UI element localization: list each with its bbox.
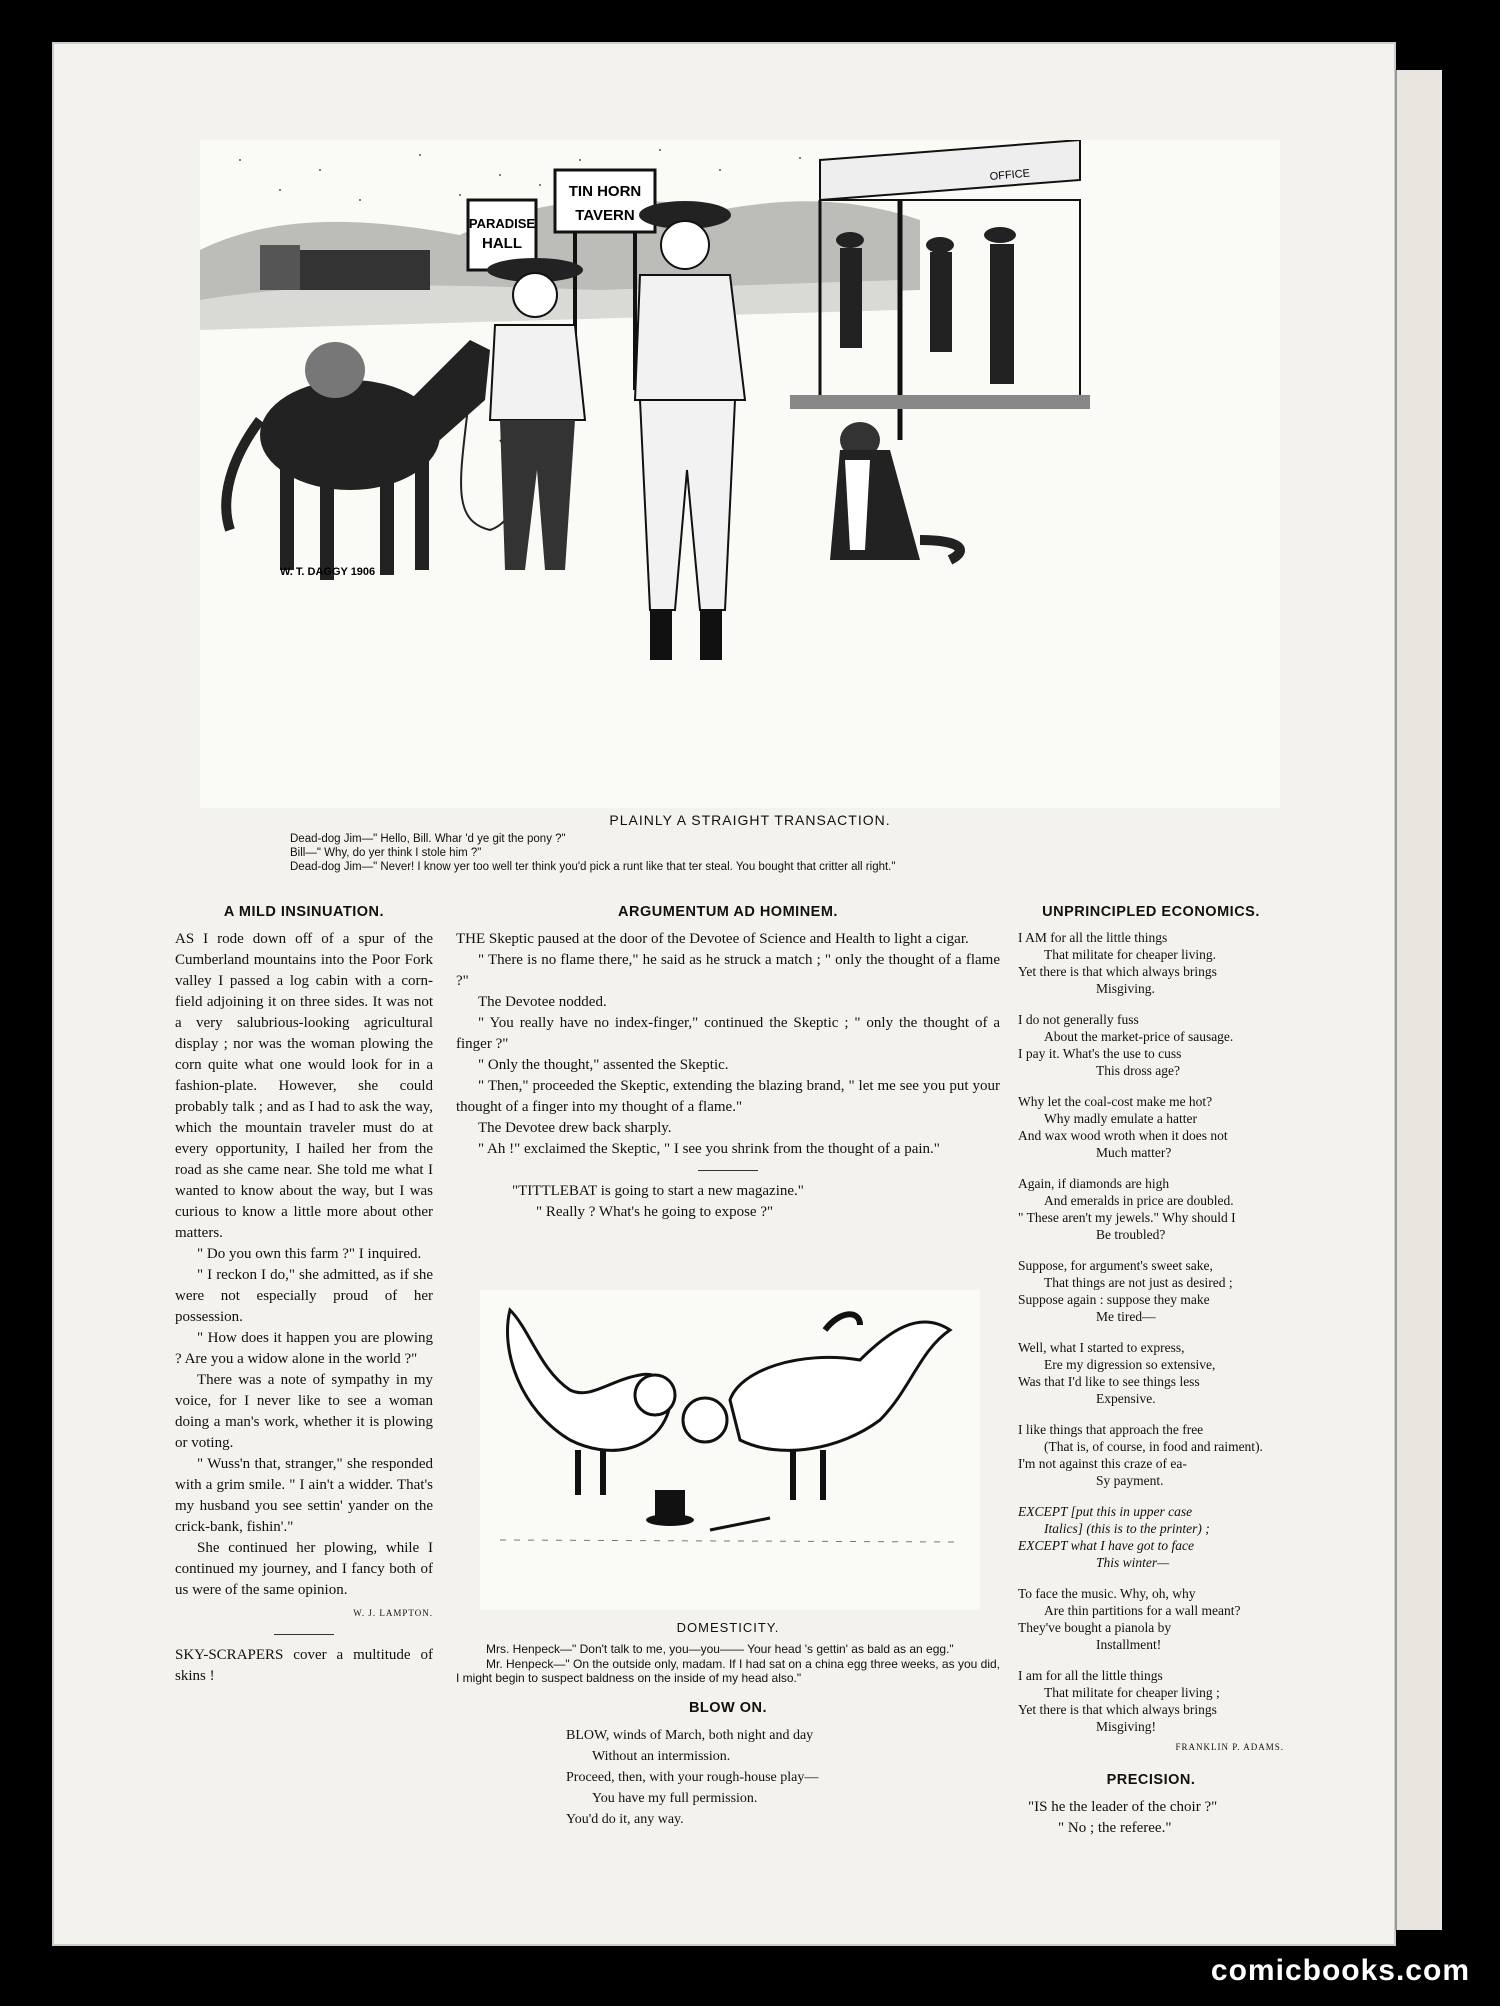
domesticity-title: DOMESTICITY.: [676, 1620, 780, 1635]
column-unprincipled-economics: [1018, 902, 1284, 1839]
artist-signature: W. T. DAGGY 1906: [280, 566, 376, 578]
svg-text:HALL: HALL: [482, 235, 522, 252]
precision-line: "IS he the leader of the choir ?": [1028, 1799, 1218, 1815]
precision-line: " No ; the referee.": [1058, 1820, 1172, 1836]
article-paragraph: " How does it happen you are plowing ? Are you a widow alone in the world ?": [175, 1330, 433, 1367]
poem-stanza: [1018, 1257, 1284, 1325]
poem-line: Misgiving!: [1096, 1719, 1157, 1734]
poem-line: (That is, of course, in food and raiment).: [1044, 1439, 1263, 1454]
poem-line: That things are not just as desired ;: [1044, 1275, 1233, 1290]
poem-line: Are thin partitions for a wall meant?: [1044, 1603, 1241, 1618]
poem-line: Again, if diamonds are high: [1018, 1176, 1170, 1191]
poem-line: I pay it. What's the use to cuss: [1018, 1046, 1182, 1061]
tittlebat-line: "TITTLEBAT is going to start a new magazine.": [512, 1183, 804, 1199]
saddle: [305, 342, 365, 398]
article-paragraph: " Only the thought," assented the Skeptic.: [478, 1057, 729, 1073]
poem-stanza: [1018, 1421, 1284, 1489]
poem-line: This winter—: [1096, 1555, 1170, 1570]
poem-line: And wax wood wroth when it does not: [1018, 1128, 1228, 1143]
poem-line: And emeralds in price are doubled.: [1044, 1193, 1234, 1208]
poem-stanza: [1018, 1667, 1284, 1735]
article-paragraph: There was a note of sympathy in my voice, for I never like to see a woman doing a man's work, whether it is plowing or voting.: [175, 1372, 433, 1451]
domesticity-illustration: [480, 1290, 980, 1610]
poem-line: Why let the coal-cost make me hot?: [1018, 1094, 1213, 1109]
poem-stanza: [1018, 929, 1284, 997]
poem-line: Suppose again : suppose they make: [1018, 1292, 1210, 1307]
poem-line: I do not generally fuss: [1018, 1012, 1139, 1027]
author-signature: FRANKLIN P. ADAMS.: [1175, 1742, 1284, 1752]
column-argumentum: [456, 902, 1000, 1223]
divider: [274, 1634, 334, 1635]
poem-stanza: [1018, 1093, 1284, 1161]
article-paragraph: " Then," proceeded the Skeptic, extending the blazing brand, " let me see you put your thought of a finger into my thought of a flame.": [456, 1078, 1000, 1115]
watermark: comicbooks.com: [1210, 1954, 1470, 1987]
article-paragraph: " You really have no index-finger," continued the Skeptic ; " only the thought of a finger ?": [456, 1015, 1000, 1052]
poem-line: Was that I'd like to see things less: [1018, 1374, 1200, 1389]
article-paragraph: " Ah !" exclaimed the Skeptic, " I see you shrink from the thought of a pain.": [478, 1141, 940, 1157]
log-cabin: [280, 250, 430, 290]
poem-stanza: [1018, 1011, 1284, 1079]
dialog-line: Dead-dog Jim—" Hello, Bill. Whar 'd ye git the pony ?": [290, 833, 566, 845]
western-cartoon-illustration: [200, 140, 1280, 808]
svg-text:TAVERN: TAVERN: [575, 207, 635, 224]
skyscrapers-joke: SKY-SCRAPERS cover a multitude of skins !: [175, 1647, 433, 1684]
tittlebat-joke: [512, 1181, 1000, 1223]
dialog-line: Bill—" Why, do yer think I stole him ?": [290, 847, 482, 859]
poem-line: I like things that approach the free: [1018, 1422, 1204, 1437]
tittlebat-line: " Really ? What's he going to expose ?": [536, 1204, 774, 1220]
poem-line: EXCEPT [put this in upper case: [1018, 1504, 1193, 1519]
article-paragraph: The Devotee nodded.: [478, 994, 607, 1010]
poem-line: Much matter?: [1096, 1145, 1172, 1160]
poem-line: I am for all the little things: [1018, 1668, 1163, 1683]
poem-line: Expensive.: [1096, 1391, 1156, 1406]
cartoon-title: PLAINLY A STRAIGHT TRANSACTION.: [609, 812, 891, 828]
poem-line: Be troubled?: [1096, 1227, 1166, 1242]
poem-line: That militate for cheaper living.: [1044, 947, 1217, 962]
divider: [698, 1170, 758, 1171]
column-mild-insinuation: [175, 902, 433, 1687]
article-paragraph: AS I rode down off of a spur of the Cumberland mountains into the Poor Fork valley I passed a log cabin with a corn-field adjoining it on three sides. It was not a very salubrious-looking agricultural display ; nor was the woman plowing the corn quite what one would look for in a fashion-plate. However, she could probably talk ; and as I had to ask the way, which the mountain traveler must do at every opportunity, I hailed her from the road as she came near. She told me what I wanted to know about the way, but I was curious to know a little more about other matters.: [175, 931, 433, 1241]
blow-on-poem: [566, 1725, 1000, 1830]
article-paragraph: " Wuss'n that, stranger," she responded with a grim smile. " I ain't a widder. That's my husband you see settin' yander on the crick-bank, fishin'.": [175, 1456, 433, 1535]
poem-line: They've bought a pianola by: [1018, 1620, 1172, 1635]
poem-line: Proceed, then, with your rough-house play—: [566, 1769, 819, 1785]
domesticity-caption: [456, 1613, 1000, 1830]
heading-precision: PRECISION.: [1106, 1772, 1196, 1788]
domesticity-line: Mr. Henpeck—" On the outside only, madam. If I had sat on a china egg three weeks, as you did, I might begin to suspect baldness on the inside of my head also.": [456, 1656, 1000, 1685]
heading-blow-on: BLOW ON.: [688, 1699, 768, 1716]
poem-line: I'm not against this craze of ea-: [1018, 1456, 1187, 1471]
poem-stanza: [1018, 1585, 1284, 1653]
article-paragraph: " Do you own this farm ?" I inquired.: [197, 1246, 422, 1262]
office-sign: OFFICE: [989, 167, 1031, 183]
poem-line: EXCEPT what I have got to face: [1018, 1538, 1194, 1553]
poem-line: Me tired—: [1096, 1309, 1156, 1324]
poem-line: Ere my digression so extensive,: [1044, 1357, 1216, 1372]
chickens-drawing: [480, 1290, 980, 1610]
poem-line: I AM for all the little things: [1018, 930, 1168, 945]
poem-line: Yet there is that which always brings: [1018, 964, 1217, 979]
poem-line: Well, what I started to express,: [1018, 1340, 1185, 1355]
article-paragraph: " There is no flame there," he said as he struck a match ; " only the thought of a flame ?": [456, 952, 1000, 989]
article-paragraph: THE Skeptic paused at the door of the Devotee of Science and Health to light a cigar.: [456, 931, 969, 947]
poem-line: " These aren't my jewels." Why should I: [1018, 1210, 1236, 1225]
poem-line: Why madly emulate a hatter: [1044, 1111, 1197, 1126]
poem-line: Without an intermission.: [592, 1748, 731, 1764]
poem-line: Installment!: [1096, 1637, 1162, 1652]
article-paragraph: The Devotee drew back sharply.: [478, 1120, 672, 1136]
poem-line: You have my full permission.: [592, 1790, 758, 1806]
poem-line: Suppose, for argument's sweet sake,: [1018, 1258, 1213, 1273]
poem-stanza: [1018, 1175, 1284, 1243]
poem-line: That militate for cheaper living ;: [1044, 1685, 1220, 1700]
economics-poem: [1018, 929, 1284, 1735]
author-signature: W. J. LAMPTON.: [353, 1608, 433, 1618]
poem-line: To face the music. Why, oh, why: [1018, 1586, 1196, 1601]
poem-stanza: [1018, 1503, 1284, 1571]
cartoon-dialog: [290, 832, 1210, 874]
poem-line: BLOW, winds of March, both night and day: [566, 1727, 814, 1743]
paradise-sign-text: PARADISE: [468, 216, 536, 231]
poem-line: Misgiving.: [1096, 981, 1155, 996]
poem-line: Yet there is that which always brings: [1018, 1702, 1217, 1717]
poem-line: Italics] (this is to the printer) ;: [1044, 1521, 1210, 1536]
svg-text:TIN HORN: TIN HORN: [568, 183, 642, 200]
heading-mild-insinuation: A MILD INSINUATION.: [223, 904, 385, 920]
domesticity-line: Mrs. Henpeck—" Don't talk to me, you—you—— Your head 's gettin' as bald as an egg.": [486, 1642, 954, 1656]
poem-line: Sy payment.: [1096, 1473, 1164, 1488]
western-scene-drawing: [200, 140, 1280, 808]
heading-unprincipled-economics: UNPRINCIPLED ECONOMICS.: [1042, 904, 1260, 920]
article-paragraph: She continued her plowing, while I continued my journey, and I fancy both of us were of the same opinion.: [175, 1540, 433, 1598]
heading-argumentum: ARGUMENTUM AD HOMINEM.: [618, 904, 838, 920]
dialog-line: Dead-dog Jim—" Never! I know yer too well ter think you'd pick a runt like that ter steal. You bought that critter all right.": [290, 861, 896, 873]
article-paragraph: " I reckon I do," she admitted, as if she were not especially proud of her possession.: [175, 1267, 433, 1325]
poem-stanza: [1018, 1339, 1284, 1407]
poem-line: About the market-price of sausage.: [1044, 1029, 1234, 1044]
poem-line: This dross age?: [1096, 1063, 1180, 1078]
page-edge: [1395, 70, 1442, 1930]
poem-line: You'd do it, any way.: [566, 1811, 684, 1827]
